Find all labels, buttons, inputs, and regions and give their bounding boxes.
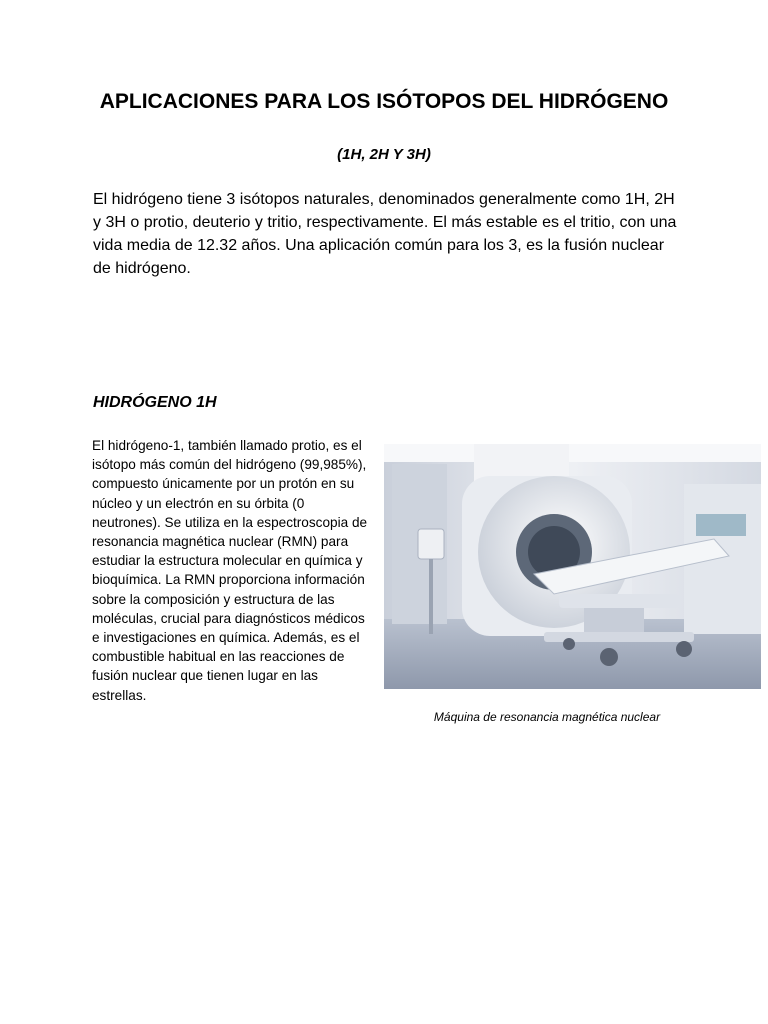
intro-paragraph: El hidrógeno tiene 3 isótopos naturales, denominados generalmente como 1H, 2H y 3H o protio, deuterio y tritio, respectivamente. El más estable es el tritio, con una vida media de 12.32 años. Una aplicación común para los 3, es la fusión nuclear de hidrógeno. (93, 191, 677, 277)
mri-machine-image (384, 444, 761, 689)
figure-caption: Máquina de resonancia magnética nuclear (433, 710, 661, 724)
document-subtitle: (1H, 2H Y 3H) (337, 146, 431, 163)
document-title: APLICACIONES PARA LOS ISÓTOPOS DEL HIDRÓGENO (99, 90, 669, 113)
mri-machine-illustration (384, 444, 761, 689)
section-body-1h: El hidrógeno-1, también llamado protio, es el isótopo más común del hidrógeno (99,985%), compuesto únicamente por un protón en su núcleo y un electrón en su órbita (0 neutrones). Se utiliza en la espectroscopia de resonancia magnética nuclear (RMN) para estudiar la estructura molecular en química y bioquímica. La RMN proporciona información sobre la composición y estructura de las moléculas, crucial para diagnósticos médicos e investigaciones en química. Además, es el combustible habitual en las reacciones de fusión nuclear que tienen lugar en las estrellas. (92, 438, 368, 703)
section-heading-1h: HIDRÓGENO 1H (93, 394, 217, 411)
